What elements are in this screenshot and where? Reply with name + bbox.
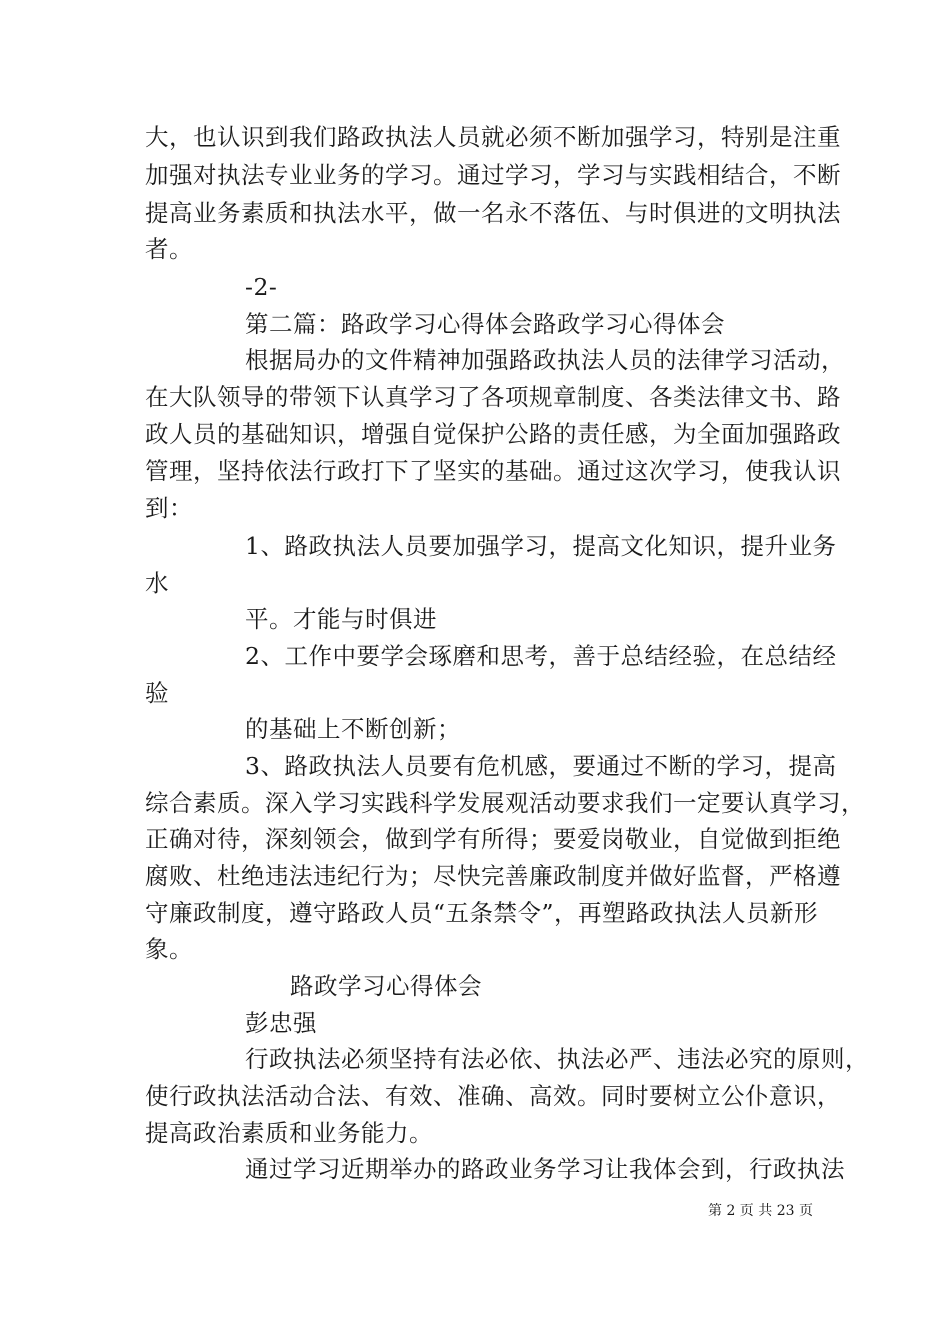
text-line: 行政执法必须坚持有法必依、执法必严、违法必究的原则， [245, 1045, 869, 1073]
text-line: 加强对执法专业业务的学习。通过学习，学习与实践相结合，不断 [145, 161, 841, 189]
text-line: 提高政治素质和业务能力。 [145, 1119, 433, 1147]
text-line: 的基础上不断创新； [245, 715, 461, 743]
text-line: 在大队领导的带领下认真学习了各项规章制度、各类法律文书、路 [145, 383, 841, 411]
author-name: 彭忠强 [245, 1009, 317, 1037]
section-heading: 第二篇：路政学习心得体会路政学习心得体会 [245, 310, 725, 338]
text-line: 大，也认识到我们路政执法人员就必须不断加强学习，特别是注重 [145, 123, 841, 151]
text-line: 验 [145, 679, 169, 707]
text-line: 通过学习近期举办的路政业务学习让我体会到，行政执法 [245, 1155, 845, 1183]
text-line: 管理，坚持依法行政打下了坚实的基础。通过这次学习，使我认识 [145, 457, 841, 485]
text-line: 根据局办的文件精神加强路政执法人员的法律学习活动， [245, 346, 845, 374]
text-line: 提高业务素质和执法水平，做一名永不落伍、与时俱进的文明执法 [145, 199, 841, 227]
list-item: 1、路政执法人员要加强学习，提高文化知识，提升业务 [245, 532, 837, 560]
text-line: 象。 [145, 935, 193, 963]
list-item: 3、路政执法人员要有危机感，要通过不断的学习，提高 [245, 752, 837, 780]
text-line: 使行政执法活动合法、有效、准确、高效。同时要树立公仆意识， [145, 1082, 841, 1110]
page-marker: -2- [245, 273, 278, 301]
text-line: 到： [145, 494, 193, 522]
text-line: 者。 [145, 235, 193, 263]
list-item: 2、工作中要学会琢磨和思考，善于总结经验，在总结经 [245, 642, 837, 670]
text-line: 政人员的基础知识，增强自觉保护公路的责任感，为全面加强路政 [145, 420, 841, 448]
text-line: 正确对待，深刻领会，做到学有所得；要爱岗敬业，自觉做到拒绝 [145, 825, 841, 853]
text-line: 综合素质。深入学习实践科学发展观活动要求我们一定要认真学习， [145, 789, 865, 817]
text-line: 平。才能与时俱进 [245, 605, 437, 633]
page-number-footer: 第 2 页 共 23 页 [708, 1203, 813, 1219]
text-line: 水 [145, 569, 169, 597]
article-title: 路政学习心得体会 [290, 972, 482, 1000]
text-line: 守廉政制度，遵守路政人员“五条禁令”，再塑路政执法人员新形 [145, 899, 819, 927]
text-line: 腐败、杜绝违法违纪行为；尽快完善廉政制度并做好监督，严格遵 [145, 862, 841, 890]
